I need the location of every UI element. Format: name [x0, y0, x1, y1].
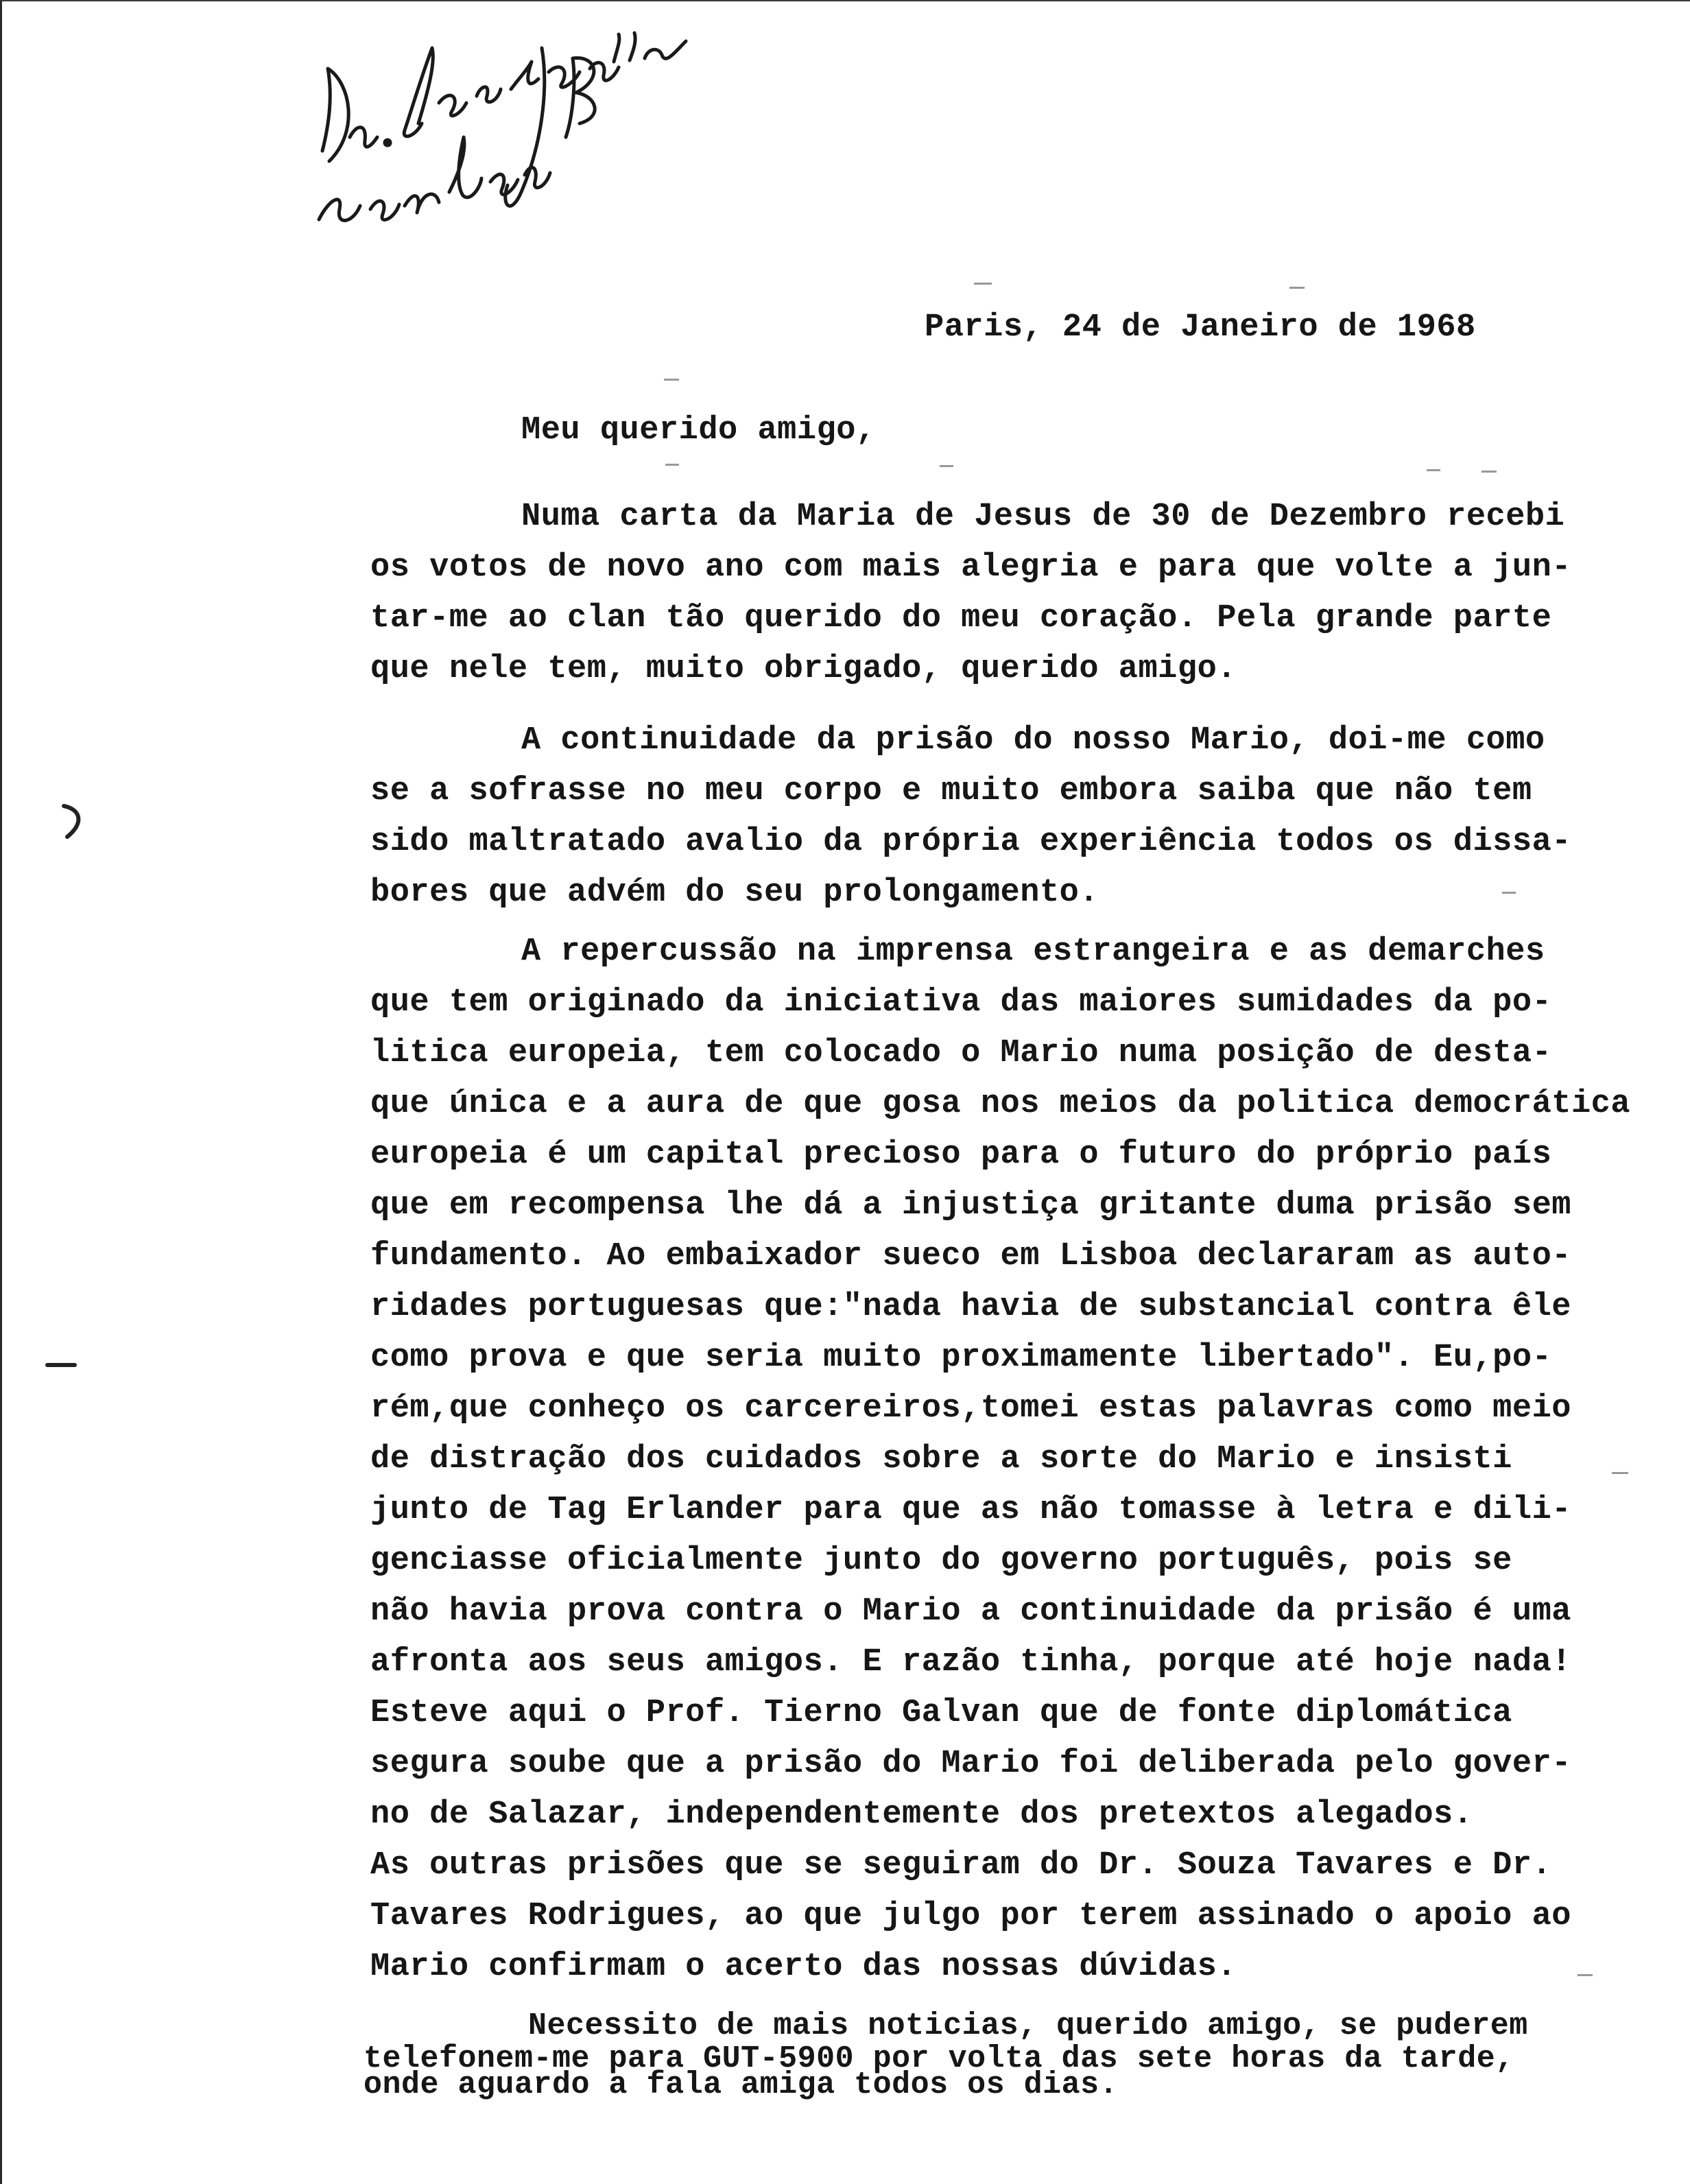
body-line: A repercussão na imprensa estrangeira e as demarches [521, 934, 1545, 970]
ink-speck [974, 283, 992, 285]
handwritten-annotation [302, 21, 754, 247]
body-line: litica europeia, tem colocado o Mario numa posição de desta- [370, 1035, 1552, 1071]
ink-speck [1289, 287, 1305, 289]
body-line: que em recompensa lhe dá a injustiça gritante duma prisão sem [370, 1187, 1571, 1224]
body-line: ridades portuguesas que:"nada havia de substancial contra êle [370, 1289, 1571, 1325]
closing-line: telefonem-me para GUT-5900 por volta das sete horas da tarde, [364, 2041, 1514, 2076]
body-line: fundamento. Ao embaixador sueco em Lisboa declararam as auto- [370, 1238, 1571, 1274]
body-line: os votos de novo ano com mais alegria e para que volte a jun- [370, 549, 1571, 586]
body-line: como prova e que seria muito proximamente libertado". Eu,po- [370, 1340, 1552, 1376]
body-line: de distração dos cuidados sobre a sorte do Mario e insisti [370, 1441, 1512, 1477]
ink-speck [1612, 1472, 1628, 1474]
closing-line: onde aguardo a fala amiga todos os dias. [364, 2067, 1119, 2102]
body-line: que nele tem, muito obrigado, querido amigo. [370, 651, 1237, 687]
body-line: tar-me ao clan tão querido do meu coração. Pela grande parte [370, 600, 1552, 637]
ink-speck [1578, 1974, 1593, 1976]
body-line: se a sofrasse no meu corpo e muito embora saiba que não tem [370, 773, 1532, 809]
ink-speck [940, 465, 953, 467]
body-line: Mario confirmam o acerto das nossas dúvidas. [370, 1949, 1237, 1985]
margin-bracket-mark [53, 796, 95, 851]
body-line: no de Salazar, independentemente dos pretextos alegados. [370, 1796, 1473, 1833]
ink-speck [1427, 469, 1440, 471]
body-line: bores que advém do seu prolongamento. [370, 875, 1099, 911]
body-line: não havia prova contra o Mario a continuidade da prisão é uma [370, 1593, 1571, 1630]
body-line: Tavares Rodrigues, ao que julgo por terem assinado o apoio ao [370, 1898, 1571, 1934]
ink-speck [1502, 892, 1516, 894]
margin-dash-mark [44, 1358, 78, 1372]
ink-speck [665, 464, 679, 466]
body-line: A continuidade da prisão do nosso Mario, doi-me como [521, 722, 1545, 759]
body-line: rém,que conheço os carcereiros,tomei estas palavras como meio [370, 1390, 1571, 1427]
ink-speck [664, 379, 679, 381]
body-line: Esteve aqui o Prof. Tierno Galvan que de fonte diplomática [370, 1695, 1512, 1731]
body-line: afronta aos seus amigos. E razão tinha, porque até hoje nada! [370, 1644, 1571, 1681]
letter-date: Paris, 24 de Janeiro de 1968 [925, 309, 1476, 346]
ink-speck [1481, 471, 1497, 473]
body-line: sido maltratado avalio da própria experiência todos os dissa- [370, 824, 1571, 860]
body-line: As outras prisões que se seguiram do Dr. Souza Tavares e Dr. [370, 1847, 1552, 1884]
body-line: europeia é um capital precioso para o futuro do próprio país [370, 1137, 1552, 1173]
body-line: genciasse oficialmente junto do governo português, pois se [370, 1543, 1512, 1579]
body-line: segura soube que a prisão do Mario foi deliberada pelo gover- [370, 1746, 1571, 1782]
closing-line: Necessito de mais noticias, querido amigo, se puderem [528, 2008, 1528, 2043]
body-line: que única e a aura de que gosa nos meios da politica democrática [370, 1086, 1631, 1122]
body-line: Numa carta da Maria de Jesus de 30 de Dezembro recebi [521, 499, 1565, 535]
letter-salutation: Meu querido amigo, [521, 412, 876, 449]
body-line: junto de Tag Erlander para que as não tomasse à letra e dili- [370, 1492, 1571, 1528]
body-line: que tem originado da iniciativa das maiores sumidades da po- [370, 984, 1552, 1021]
